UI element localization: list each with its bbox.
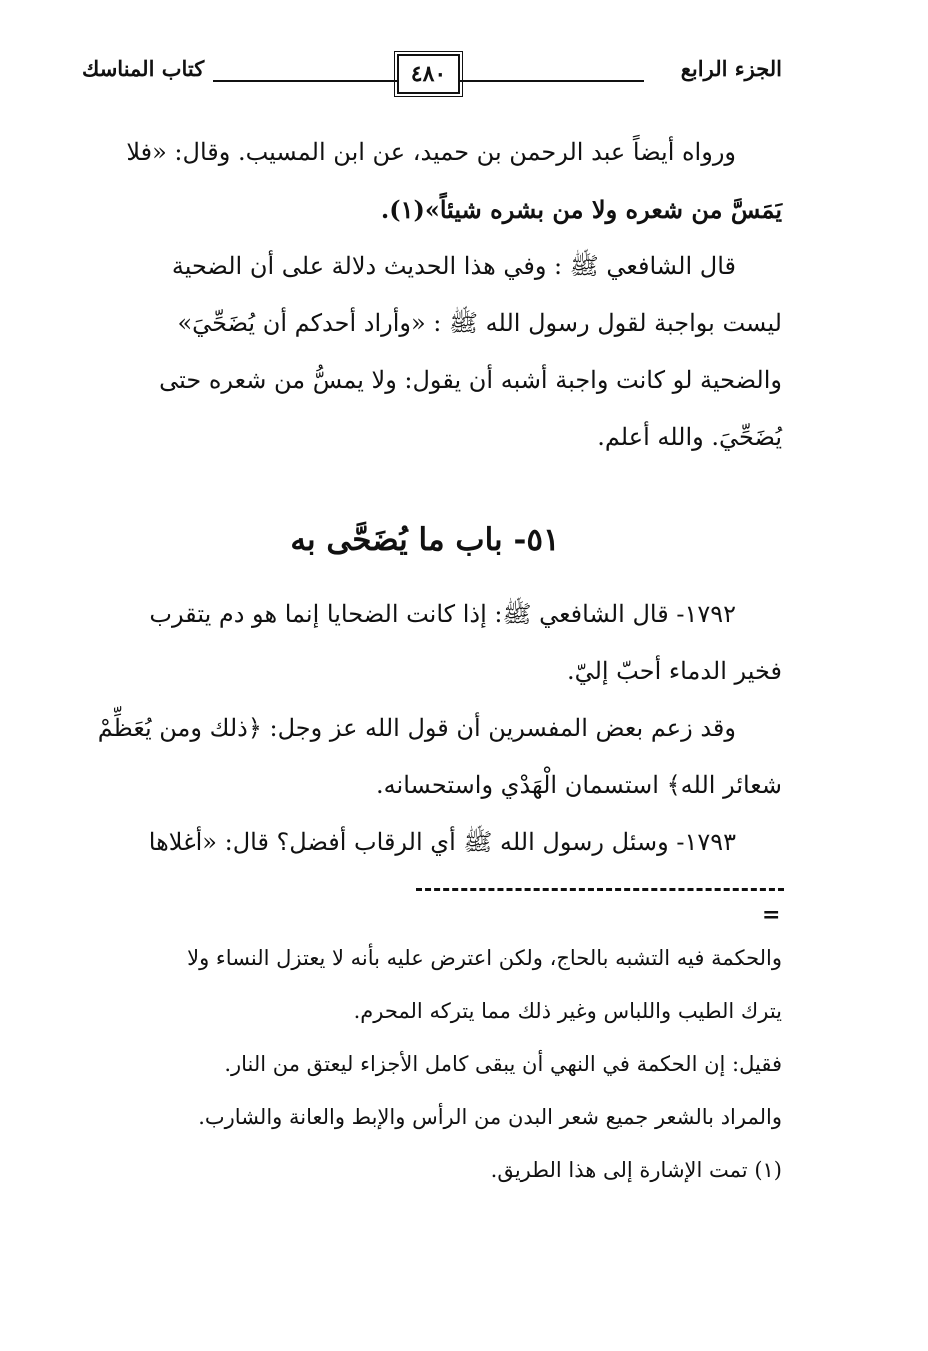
running-header-volume: الجزء الرابع — [680, 56, 782, 81]
body-line: يُضَحِّيَ. والله أعلم. — [597, 423, 782, 451]
chapter-title: ٥١- باب ما يُضَحَّى به — [290, 522, 560, 558]
footnote-line: فقيل: إن الحكمة في النهي أن يبقى كامل الأجزاء ليعتق من النار. — [224, 1052, 782, 1076]
body-line: وقد زعم بعض المفسرين أن قول الله عز وجل: ﴿ذلك ومن يُعَظِّمْ — [97, 714, 736, 742]
body-line: ليست بواجبة لقول رسول الله ﷺ : «وأراد أحدكم أن يُضَحِّيَ» — [177, 309, 782, 337]
body-line: ورواه أيضاً عبد الرحمن بن حميد، عن ابن المسيب. وقال: «فلا — [126, 138, 736, 166]
body-line: شعائر الله﴾ استسمان الْهَدْي واستحسانه. — [376, 771, 782, 799]
body-block-bottom — [76, 586, 782, 871]
footnote-line: والحكمة فيه التشبه بالحاج، ولكن اعترض عليه بأنه لا يعتزل النساء ولا — [187, 946, 782, 970]
footnote-line: يترك الطيب واللباس وغير ذلك مما يتركه المحرم. — [353, 999, 782, 1023]
footnote-separator — [416, 888, 784, 891]
footnote-continuation-mark: = — [762, 902, 781, 928]
page-number-box: ٤٨٠ — [397, 54, 460, 94]
body-line: يَمَسَّ من شعره ولا من بشره شيئاً»(١). — [380, 195, 782, 224]
header-rule-left — [213, 80, 397, 82]
body-line: ١٧٩٢- قال الشافعي ﷺ: إذا كانت الضحايا إنما هو دم يتقرب — [149, 600, 736, 628]
body-line: والضحية لو كانت واجبة أشبه أن يقول: ولا يمسُّ من شعره حتى — [159, 366, 782, 394]
footnotes-block — [76, 932, 782, 1197]
body-block-top — [76, 124, 782, 466]
footnote-line: (١) تمت الإشارة إلى هذا الطريق. — [490, 1158, 782, 1182]
header-rule-right — [460, 80, 644, 82]
footnote-line: والمراد بالشعر جميع شعر البدن من الرأس والإبط والعانة والشارب. — [198, 1105, 782, 1129]
body-line: قال الشافعي ﷺ : وفي هذا الحديث دلالة على أن الضحية — [171, 252, 736, 280]
running-header-book: كتاب المناسك — [82, 56, 205, 81]
body-line: فخير الدماء أحبّ إليّ. — [566, 657, 782, 685]
body-line: ١٧٩٣- وسئل رسول الله ﷺ أي الرقاب أفضل؟ قال: «أغلاها — [148, 828, 736, 856]
